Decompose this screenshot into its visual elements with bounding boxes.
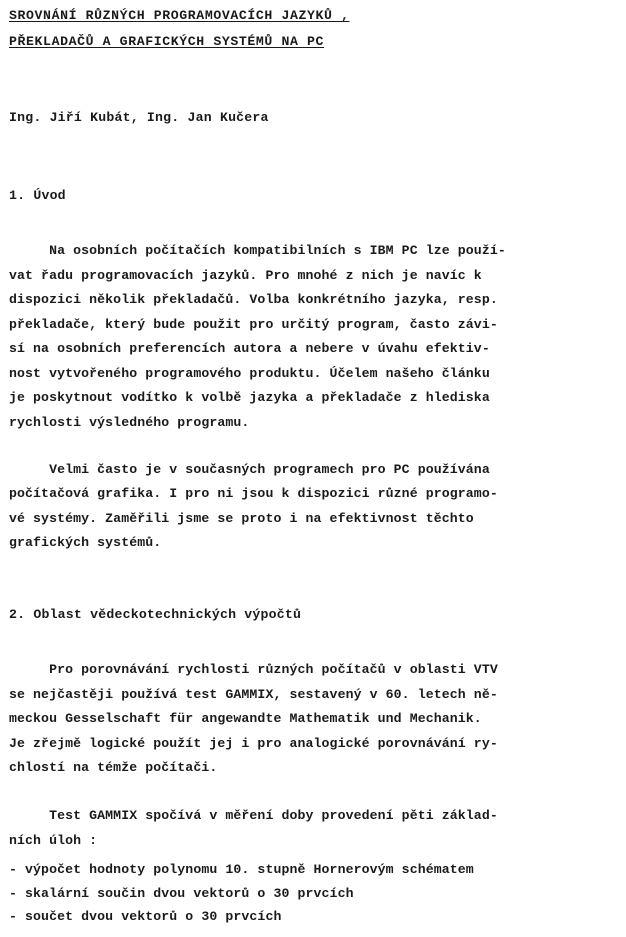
- section-2-heading: 2. Oblast vědeckotechnických výpočtů: [9, 607, 302, 622]
- section-2-paragraph-1-line: Je zřejmě logické použít jej i pro analogické porovnávání ry-: [9, 736, 498, 751]
- section-1-paragraph-1-line: je poskytnout vodítko k volbě jazyka a překladače z hlediska: [9, 390, 490, 405]
- section-1-heading: 1. Úvod: [9, 188, 66, 203]
- section-1-paragraph-1-line: rychlosti výsledného programu.: [9, 415, 250, 430]
- list-item: - součet dvou vektorů o 30 prvcích: [9, 909, 282, 924]
- section-1-paragraph-1-line: sí na osobních preferencích autora a nebere v úvahu efektiv-: [9, 341, 490, 356]
- section-2-paragraph-2-line: Test GAMMIX spočívá v měření doby provedení pěti základ-: [9, 808, 498, 823]
- section-1-paragraph-1-line: dispozici několik překladačů. Volba konkrétního jazyka, resp.: [9, 292, 498, 307]
- section-1-paragraph-2-line: Velmi často je v současných programech pro PC používána: [9, 462, 490, 477]
- title-line-1: SROVNÁNÍ RŮZNÝCH PROGRAMOVACÍCH JAZYKŮ ,: [9, 8, 350, 23]
- section-1-paragraph-1-line: Na osobních počítačích kompatibilních s IBM PC lze použí-: [9, 243, 506, 258]
- section-1-paragraph-2-line: vé systémy. Zaměřili jsme se proto i na efektivnost těchto: [9, 511, 474, 526]
- section-2-paragraph-1-line: se nejčastěji používá test GAMMIX, sestavený v 60. letech ně-: [9, 687, 498, 702]
- section-1-paragraph-1-line: překladače, který bude použit pro určitý program, často závi-: [9, 317, 498, 332]
- list-item: - skalární součin dvou vektorů o 30 prvcích: [9, 886, 354, 901]
- section-2-paragraph-1-line: Pro porovnávání rychlosti různých počítačů v oblasti VTV: [9, 662, 498, 677]
- section-1-paragraph-2-line: počítačová grafika. I pro ni jsou k dispozici různé programo-: [9, 486, 498, 501]
- section-2-paragraph-1-line: meckou Gesselschaft für angewandte Mathematik und Mechanik.: [9, 711, 482, 726]
- authors: Ing. Jiří Kubát, Ing. Jan Kučera: [9, 110, 269, 125]
- section-2-paragraph-2-line: ních úloh :: [9, 833, 98, 848]
- title-line-2: PŘEKLADAČŮ A GRAFICKÝCH SYSTÉMŮ NA PC: [9, 34, 325, 49]
- section-1-paragraph-2-line: grafických systémů.: [9, 535, 162, 550]
- list-item: - výpočet hodnoty polynomu 10. stupně Hornerovým schématem: [9, 862, 474, 877]
- section-1-paragraph-1-line: vat řadu programovacích jazyků. Pro mnohé z nich je navíc k: [9, 268, 482, 283]
- section-1-paragraph-1-line: nost vytvořeného programového produktu. Účelem našeho článku: [9, 366, 490, 381]
- section-2-paragraph-1-line: chlostí na témže počítači.: [9, 760, 218, 775]
